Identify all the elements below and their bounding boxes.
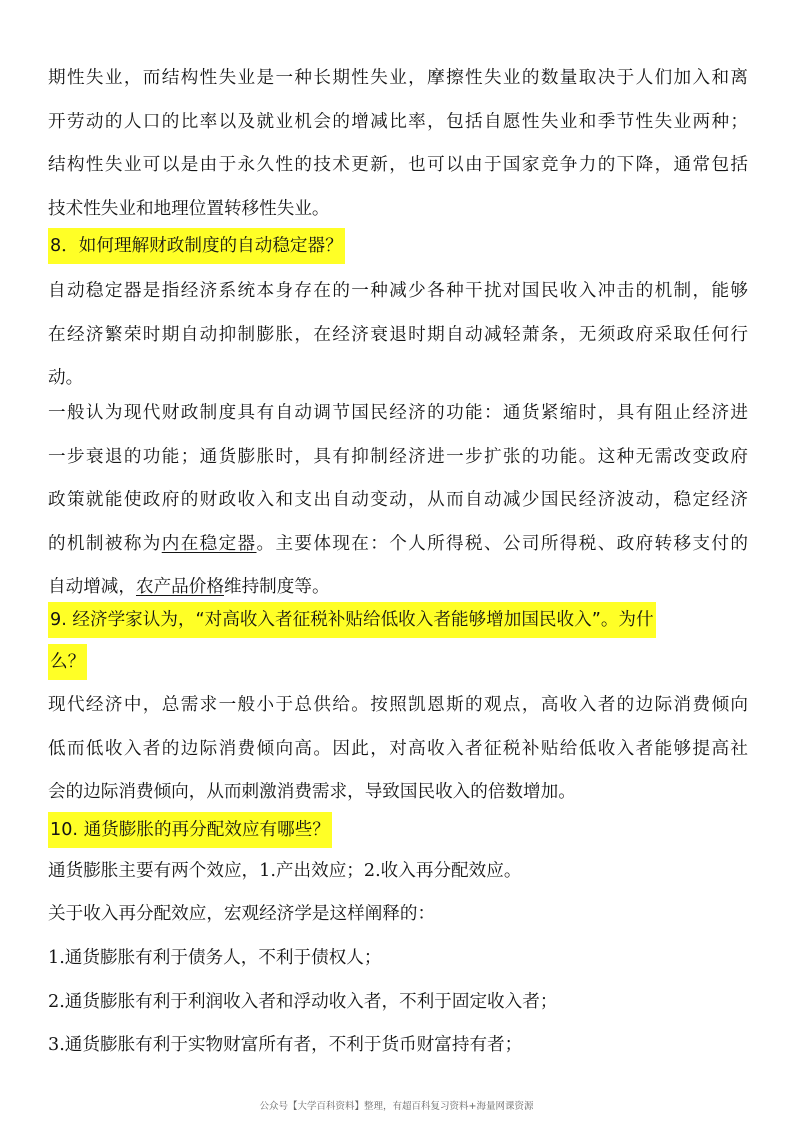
list-item: 1.通货膨胀有利于债务人，不利于债权人； xyxy=(48,948,382,968)
text-line: 一般认为现代财政制度具有自动调节国民经济的功能：通货紧缩时，具有阻止经济进 xyxy=(48,403,748,423)
redistribution-list xyxy=(48,937,748,1068)
text-line: 通货膨胀主要有两个效应，1.产出效应；2.收入再分配效应。 xyxy=(48,861,522,881)
paragraph-structural-unemployment xyxy=(48,57,748,231)
text-line: 一步衰退的功能；通货膨胀时，具有抑制经济进一步扩张的功能。这种无需改变政府 xyxy=(48,446,748,467)
paragraph-redistribution-intro xyxy=(48,893,748,937)
text-line: 关于收入再分配效应，宏观经济学是这样阐释的： xyxy=(48,904,436,924)
text-line: 动。 xyxy=(48,368,84,388)
text-segment: 。主要体现在：个人所得税、公司所得税、政府转移支付的 xyxy=(256,533,748,554)
question-8-heading: 8．如何理解财政制度的自动稳定器？ xyxy=(48,228,345,264)
text-line: 会的边际消费倾向，从而刺激消费需求，导致国民收入的倍数增加。 xyxy=(48,782,576,802)
text-line: 期性失业，而结构性失业是一种长期性失业，摩擦性失业的数量取决于人们加入和离 xyxy=(48,68,748,88)
paragraph-inflation-effects xyxy=(48,850,748,894)
text-line: 低而低收入者的边际消费倾向高。因此，对高收入者征税补贴给低收入者能够提高社 xyxy=(48,738,748,759)
text-line: 现代经济中，总需求一般小于总供给。按照凯恩斯的观点，高收入者的边际消费倾向 xyxy=(48,695,748,715)
agricultural-price-link[interactable]: 农产品价格 xyxy=(135,577,224,597)
paragraph-automatic-stabilizer-definition xyxy=(48,270,748,401)
paragraph-fiscal-system-function xyxy=(48,392,748,610)
question-9-heading-line1: 9. 经济学家认为，“对高收入者征税补贴给低收入者能够增加国民收入”。为什 xyxy=(48,602,656,638)
page-footer: 公众号【大学百科资料】整理，有超百科复习资料+海量网课资源 xyxy=(259,1101,534,1112)
question-9-heading-line2: 么？ xyxy=(48,644,87,680)
text-line: 开劳动的人口的比率以及就业机会的增减比率，包括自愿性失业和季节性失业两种； xyxy=(48,111,748,132)
text-line: 结构性失业可以是由于永久性的技术更新，也可以由于国家竞争力的下降，通常包括 xyxy=(48,155,748,175)
text-segment: 维持制度等。 xyxy=(223,577,330,597)
question-10-heading: 10. 通货膨胀的再分配效应有哪些？ xyxy=(48,812,332,848)
list-item: 2.通货膨胀有利于利润收入者和浮动收入者，不利于固定收入者； xyxy=(48,991,558,1012)
built-in-stabilizer-link[interactable]: 内在稳定器 xyxy=(161,533,257,554)
text-line: 在经济繁荣时期自动抑制膨胀，在经济衰退时期自动减轻萧条，无须政府采取任何行 xyxy=(48,324,748,345)
paragraph-tax-subsidy-answer xyxy=(48,684,748,815)
list-item: 3.通货膨胀有利于实物财富所有者，不利于货币财富持有者； xyxy=(48,1035,523,1055)
text-segment: 自动增减， xyxy=(48,577,136,597)
text-line: 技术性失业和地理位置转移性失业。 xyxy=(48,198,330,219)
text-segment: 的机制被称为 xyxy=(48,533,162,554)
text-line xyxy=(48,523,748,567)
text-line: 自动稳定器是指经济系统本身存在的一种减少各种干扰对国民收入冲击的机制，能够 xyxy=(48,281,748,301)
text-line: 政策就能使政府的财政收入和支出自动变动，从而自动减少国民经济波动，稳定经济 xyxy=(48,490,748,510)
